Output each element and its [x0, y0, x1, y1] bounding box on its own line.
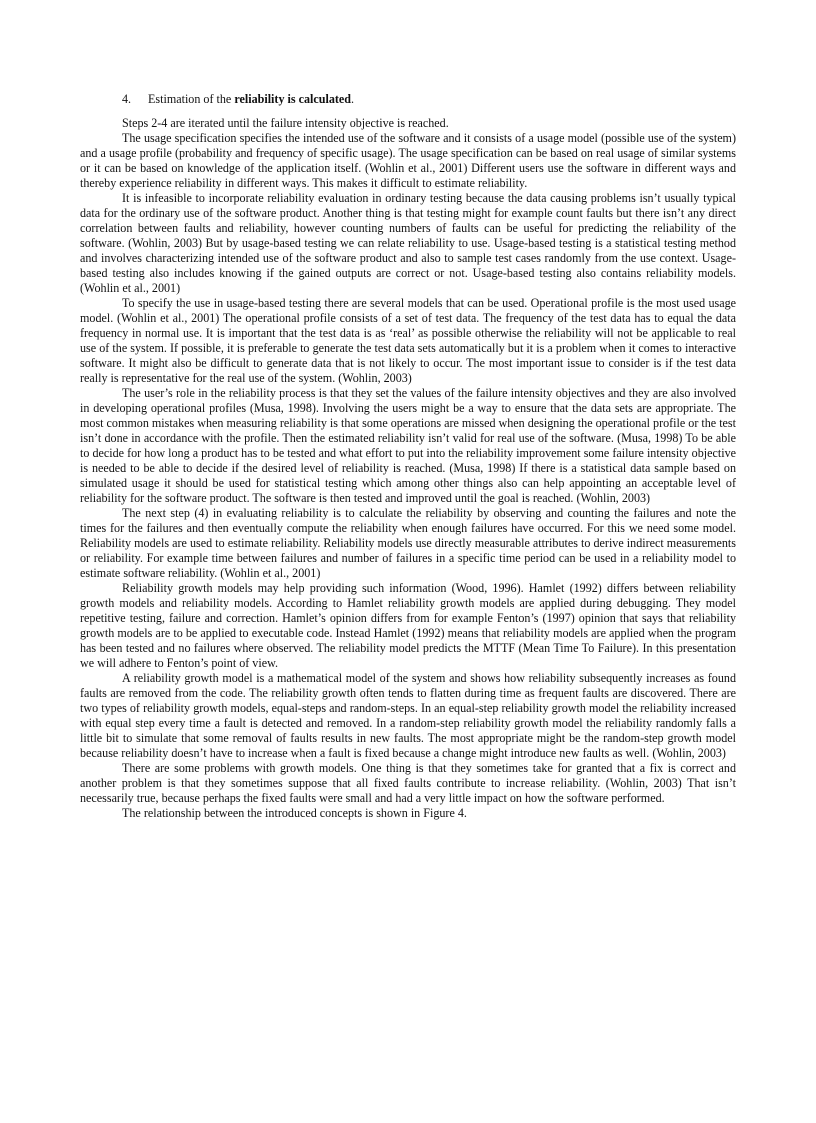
list-text-bold: reliability is calculated	[234, 92, 352, 106]
list-number: 4.	[122, 92, 132, 106]
paragraph-growth-models: Reliability growth models may help providing such information (Wood, 1996). Hamlet (1992) differs between reliability growth models and reliability models. According to Hamlet reliability growth models are applied during debugging. They model repetitive testing, failure and correction. Hamlet’s opinion differs from for example Fenton’s (1997) opinion that says that reliability growth models are to be applied to executable code. Instead Hamlet (1992) means that reliability models are applied when the program has been tested and no failures where observed. The reliability model predicts the MTTF (Mean Time To Failure). In this presentation we will adhere to Fenton’s point of view.	[80, 581, 736, 670]
paragraph-growth-model-problems: There are some problems with growth models. One thing is that they sometimes take for granted that a fix is correct and another problem is that they sometimes suppose that all fixed faults contribute to increase reliability. (Wohlin, 2003) That isn’t necessarily true, because perhaps the fixed faults were small and had a very little impact on how the software performed.	[80, 761, 736, 805]
paragraph-user-role: The user’s role in the reliability process is that they set the values of the failure intensity objectives and they are also involved in developing operational profiles (Musa, 1998). Involving the users might be a way to ensure that the data sets are appropriate. The most common mistakes when measuring reliability is that some operations are missed when designing the operational profile or the test isn’t done in accordance with the profile. Then the estimated reliability isn’t valid for real use of the software. (Musa, 1998) To be able to decide for how long a product has to be tested and what effort to put into the reliability improvement some failure intensity objective is needed to be able to decide if the desired level of reliability is reached. (Musa, 1998) If there is a statistical data sample based on simulated usage it should be used for statistical testing which among other things also can help appointing an acceptable level of reliability for the software product. The software is then tested and improved until the goal is reached. (Wohlin, 2003)	[80, 386, 736, 505]
document-page	[80, 92, 736, 821]
paragraph-next-step: The next step (4) in evaluating reliability is to calculate the reliability by observing and counting the failures and note the times for the failures and then eventually compute the reliability when enough failures have occurred. For this we need some model. Reliability models are used to estimate reliability. Reliability models use directly measurable attributes to derive indirect measurements or reliability. For example time between failures and number of failures in a specific time period can be used in a reliability model to estimate software reliability. (Wohlin et al., 2001)	[80, 506, 736, 580]
list-text-prefix: Estimation of the	[148, 92, 235, 106]
paragraph-usage-models: To specify the use in usage-based testing there are several models that can be used. Operational profile is the most used usage model. (Wohlin et al., 2001) The operational profile consists of a set of test data. The frequency of the test data has to equal the data frequency in normal use. It is important that the test data is as ‘real’ as possible otherwise the reliability will not be applicable to real use of the system. If possible, it is preferable to generate the test data sets automatically but it is a problem when it comes to interactive software. It might also be difficult to generate data that is not likely to occur. The most important issue to consider is if the test data really is representative for the real use of the system. (Wohlin, 2003)	[80, 296, 736, 385]
list-item	[122, 92, 736, 107]
paragraph-infeasible-testing: It is infeasible to incorporate reliability evaluation in ordinary testing because the data causing problems isn’t usually typical data for the ordinary use of the software product. Another thing is that testing might for example count faults but there isn’t any direct correlation between faults and reliability, however counting numbers of faults can be useful for predicting the reliability of the software. (Wohlin, 2003) But by usage-based testing we can relate reliability to use. Usage-based testing is a statistical testing method and involves characterizing intended use of the software product and also to sample test cases randomly from the use context. Usage-based testing also includes knowing if the gained outputs are correct or not. Usage-based testing also contains reliability models. (Wohlin et al., 2001)	[80, 191, 736, 295]
paragraph-usage-specification: The usage specification specifies the intended use of the software and it consists of a usage model (possible use of the system) and a usage profile (probability and frequency of specific usage). The usage specification can be based on real usage of similar systems or it can be based on knowledge of the application itself. (Wohlin et al., 2001) Different users use the software in different ways and thereby experience reliability in different ways. This makes it difficult to estimate reliability.	[80, 131, 736, 190]
paragraph-figure-reference: The relationship between the introduced concepts is shown in Figure 4.	[122, 806, 467, 820]
list-text-suffix: .	[351, 92, 355, 106]
paragraph-growth-model-definition: A reliability growth model is a mathematical model of the system and shows how reliability subsequently increases as found faults are removed from the code. The reliability growth often tends to flatten during time as frequent faults are discovered. There are two types of reliability growth models, equal-steps and random-steps. In an equal-step reliability growth model the reliability increased with equal step every time a fault is detected and removed. In a random-step reliability growth model the reliability randomly falls a little bit to simulate that some removal of faults results in new faults. The most appropriate might be the random-step growth model because reliability doesn’t have to increase when a fault is fixed because a change might introduce new faults as well. (Wohlin, 2003)	[80, 671, 736, 760]
paragraph-steps: Steps 2-4 are iterated until the failure intensity objective is reached.	[122, 116, 449, 130]
